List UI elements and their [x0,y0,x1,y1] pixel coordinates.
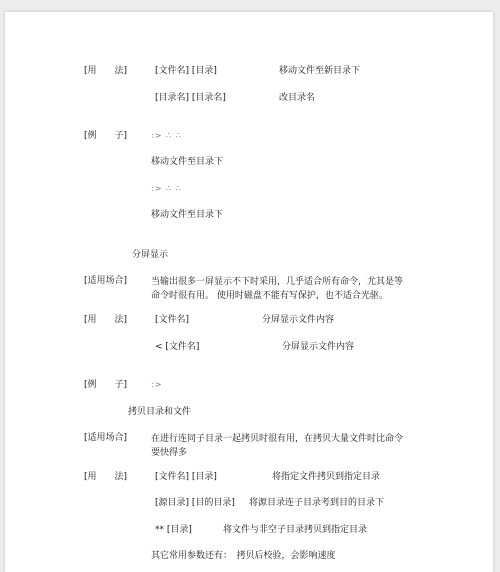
usage-description: 分屏显示文件内容 [282,342,355,352]
usage-description: 将源目录连子目录考到目的目录下 [249,498,385,508]
usage-description: 将文件与非空子目录拷贝到指定目录 [223,525,368,535]
usage-syntax: [目录名] [目录名] [155,93,226,103]
section-title: 拷贝目录和文件 [128,407,192,417]
usage-label: [用 法] [84,66,128,76]
usage-label: [用 法] [84,472,128,482]
occasion-label: [适用场合] [84,433,128,443]
usage-syntax: < [文件名] [155,342,200,352]
occasion-text: 当输出很多一屏显示不下时采用，几乎适合所有命令，尤其是等命令时很有用。 使用时磁盘不能有写保护，也不适合光驱。 [151,277,404,301]
occasion-text: 在进行连同子目录一起拷贝时很有用，在拷贝大量文件时比命令要快得多 [151,434,404,458]
command-prompt: :> ∴ ∴ [151,184,182,193]
example-description: 移动文件至目录下 [151,157,224,167]
example-label: [例 子] [84,131,128,141]
usage-syntax: ** [目录] [155,525,192,535]
usage-syntax: [源目录] [目的目录] [155,498,235,508]
usage-label: [用 法] [84,315,128,325]
usage-description: 移动文件至新目录下 [279,66,361,76]
occasion-label: [适用场合] [84,276,128,286]
usage-description: 改目录名 [279,93,316,103]
example-label: [例 子] [84,380,128,390]
command-prompt: :> ∴ ∴ [151,131,182,140]
usage-syntax: [文件名] [目录] [155,472,217,482]
example-description: 移动文件至目录下 [151,210,224,220]
usage-description: 分屏显示文件内容 [262,315,335,325]
other-params-text: 其它常用参数还有： 拷贝后校验，会影响速度 [151,551,336,561]
section-title: 分屏显示 [132,250,169,260]
command-prompt: :> [151,380,163,389]
usage-syntax: [文件名] [155,315,190,325]
usage-description: 将指定文件拷贝到指定目录 [272,472,381,482]
usage-syntax: [文件名] [目录] [155,66,217,76]
